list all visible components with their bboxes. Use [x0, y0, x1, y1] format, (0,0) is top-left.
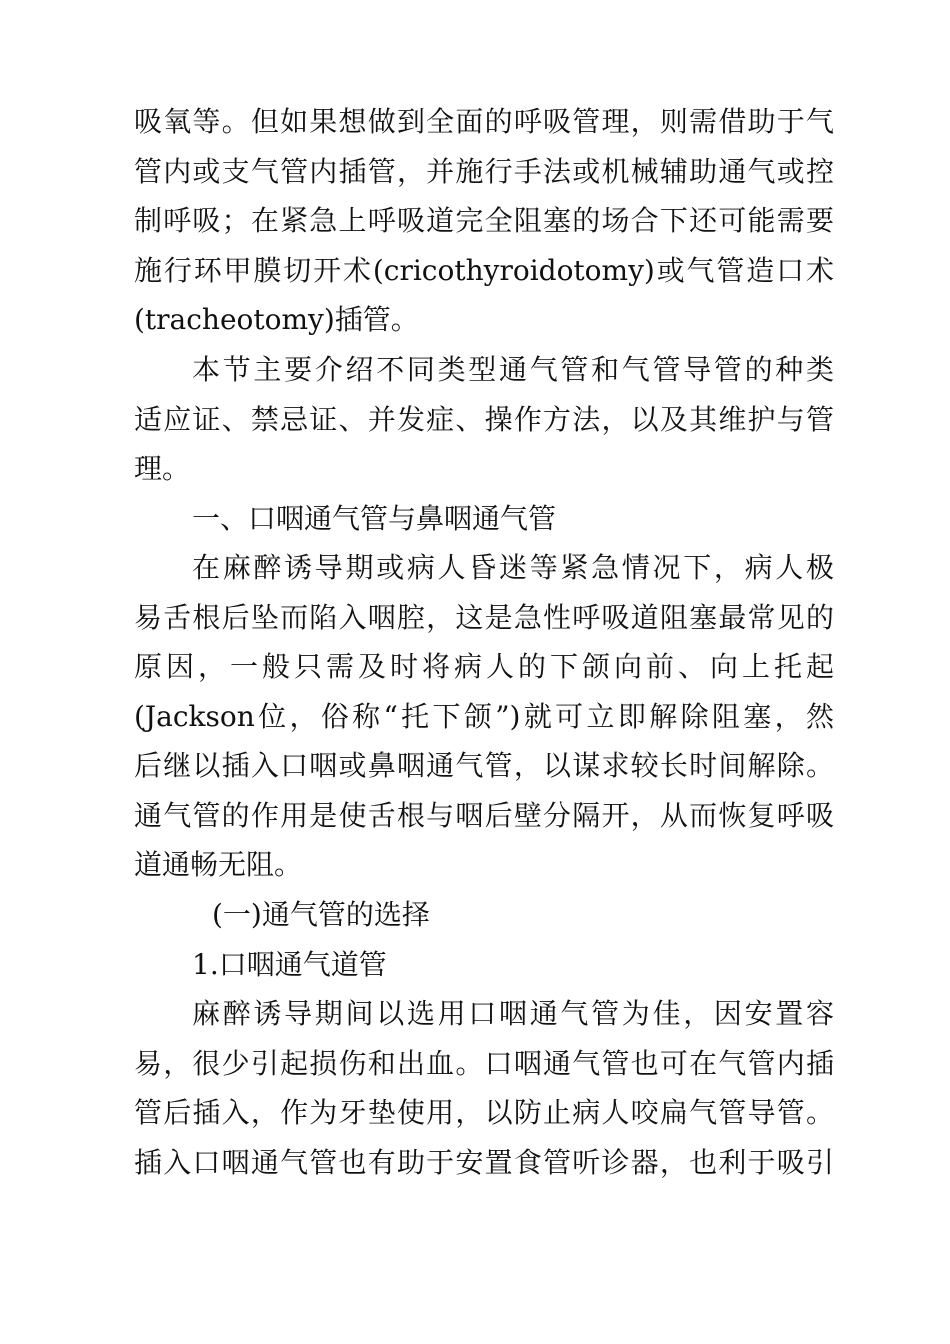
text-line: 后继以插入口咽或鼻咽通气管，以谋求较长时间解除。 [134, 749, 834, 782]
text-line: (Jackson位，俗称“托下颌”)就可立即解除阻塞，然 [134, 700, 834, 733]
subsection-heading: 1.口咽通气道管 [192, 948, 387, 981]
text-line: 插入口咽通气管也有助于安置食管听诊器，也利于吸引 [134, 1146, 834, 1179]
text-line: 吸氧等。但如果想做到全面的呼吸管理，则需借助于气 [134, 105, 834, 138]
text-line: 管后插入，作为牙垫使用，以防止病人咬扁气管导管。 [134, 1096, 834, 1129]
paragraph-start-line: 麻醉诱导期间以选用口咽通气管为佳，因安置容 [192, 997, 834, 1030]
text-line: 适应证、禁忌证、并发症、操作方法，以及其维护与管 [134, 403, 834, 436]
text-line: 原因，一般只需及时将病人的下颌向前、向上托起 [134, 650, 834, 683]
text-line: 道通畅无阻。 [134, 848, 303, 881]
text-line: 易，很少引起损伤和出血。口咽通气管也可在气管内插 [134, 1047, 834, 1080]
paragraph-start-line: 在麻醉诱导期或病人昏迷等紧急情况下，病人极 [192, 551, 834, 584]
text-line: 施行环甲膜切开术(cricothyroidotomy)或气管造口术 [134, 254, 834, 287]
text-line: 理。 [134, 452, 191, 485]
section-heading: 一、口咽通气管与鼻咽通气管 [192, 502, 557, 535]
text-line: 易舌根后坠而陷入咽腔，这是急性呼吸道阻塞最常见的 [134, 601, 834, 634]
text-line: 通气管的作用是使舌根与咽后壁分隔开，从而恢复呼吸 [134, 799, 834, 832]
paragraph-start-line: 本节主要介绍不同类型通气管和气管导管的种类 [192, 353, 834, 386]
subsection-heading: (一)通气管的选择 [212, 898, 430, 931]
text-line: 制呼吸；在紧急上呼吸道完全阻塞的场合下还可能需要 [134, 204, 834, 237]
text-line: 管内或支气管内插管，并施行手法或机械辅助通气或控 [134, 155, 834, 188]
text-line: (tracheotomy)插管。 [134, 303, 419, 336]
